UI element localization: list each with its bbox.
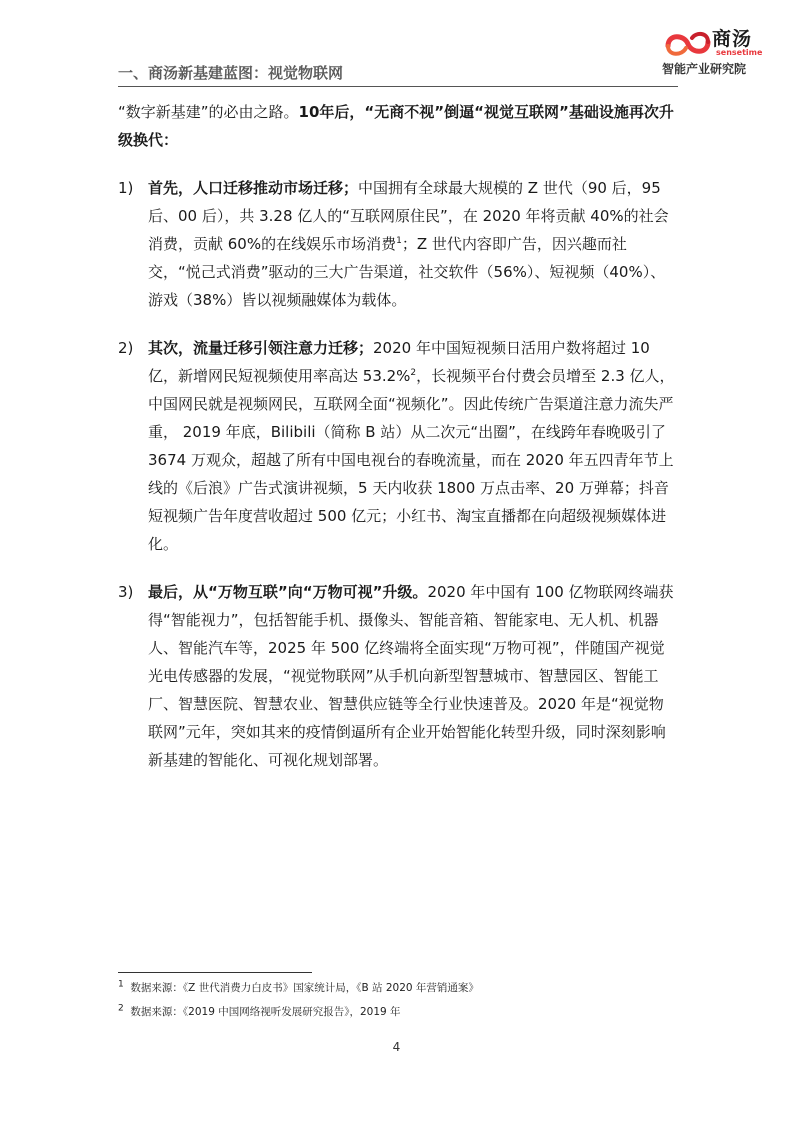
- footnote: [118, 980, 479, 995]
- page-number: 4: [392, 1040, 401, 1054]
- list-item-number: 2): [118, 339, 134, 357]
- footnote-divider: [118, 972, 312, 973]
- sensetime-logo: [660, 22, 770, 74]
- list-item-lead: 其次，流量迁移引领注意力迁移；: [148, 339, 374, 357]
- list-item-body: 2020 年中国短视频日活用户数将超过 10 亿，新增网民短视频使用率高达 53.2%: [148, 339, 650, 385]
- header-divider: [118, 86, 678, 87]
- list-item-number: 1): [118, 179, 134, 197]
- logo-subtitle: 智能产业研究院: [662, 62, 747, 76]
- list-item-body-cont: ，长视频平台付费会员增至 2.3 亿人，中国网民就是视频网民，互联网全面“视频化”。因此传统广告渠道注意力流失严重， 2019 年底，Bilibili（简称 B 站）从二次元“出圈”，在线跨年春晚吸引了 3674 万观众，超越了所有中国电视台的春晚流量，而在 2020 年五四青年节上线的《后浪》广告式演讲视频，5 天内收获 1800 万点击率、20 万弹幕；抖音短视频广告年度营收超过 500 亿元；小红书、淘宝直播都在向超级视频媒体进化。: [148, 367, 675, 553]
- list-item-lead: 首先，人口迁移推动市场迁移；: [148, 179, 359, 197]
- list-item: [118, 334, 678, 558]
- list-item-body: 2020 年中国有 100 亿物联网终端获得“智能视力”，包括智能手机、摄像头、智能音箱、智能家电、无人机、机器人、智能汽车等，2025 年 500 亿终端将全面实现“万物可视”，伴随国产视觉光电传感器的发展，“视觉物联网”从手机向新型智慧城市、智慧园区、智能工厂、智慧医院、智慧农业、智慧供应链等全行业快速普及。2020 年是“视觉物联网”元年，突如其来的疫情倒逼所有企业开始智能化转型升级，同时深刻影响新基建的智能化、可视化规划部署。: [148, 583, 674, 769]
- list-item-body-cont: ；Z 世代内容即广告，因兴趣而社交，“悦己式消费”驱动的三大广告渠道，社交软件（56%）、短视频（40%）、游戏（38%）皆以视频融媒体为载体。: [148, 235, 666, 309]
- infinity-logo-icon: [662, 26, 714, 60]
- list-item-number: 3): [118, 583, 134, 601]
- footnote-ref: 2: [410, 368, 417, 378]
- footnote-mark: 1: [118, 979, 124, 990]
- logo-brand-en: sensetime: [716, 48, 763, 57]
- footnote: [118, 1004, 401, 1019]
- list-item: [118, 578, 678, 774]
- list-item: [118, 174, 678, 314]
- footnote-mark: 2: [118, 1003, 124, 1014]
- footnote-text: 数据来源：《Z 世代消费力白皮书》国家统计局，《B 站 2020 年营销通案》: [130, 982, 479, 994]
- document-body: [118, 98, 678, 774]
- intro-bold: 10年后，“无商不视”倒逼“视觉互联网”基础设施再次升级换代：: [118, 103, 674, 149]
- section-title: 一、商汤新基建蓝图：视觉物联网: [118, 64, 344, 82]
- footnote-text: 数据来源：《2019 中国网络视听发展研究报告》，2019 年: [130, 1006, 401, 1018]
- footnote-ref: 1: [396, 236, 402, 246]
- intro-paragraph: [118, 98, 678, 154]
- intro-plain: “数字新基建”的必由之路。: [118, 103, 299, 121]
- list-item-body: 中国拥有全球最大规模的 Z 世代（90 后，95 后、00 后），共 3.28 亿人的“互联网原住民”，在 2020 年将贡献 40%的社会消费，贡献 60%的在线娱乐市场消费: [148, 179, 669, 253]
- logo-brand-cn: 商汤: [712, 28, 753, 50]
- list-item-lead: 最后，从“万物互联”向“万物可视”升级。: [148, 583, 428, 601]
